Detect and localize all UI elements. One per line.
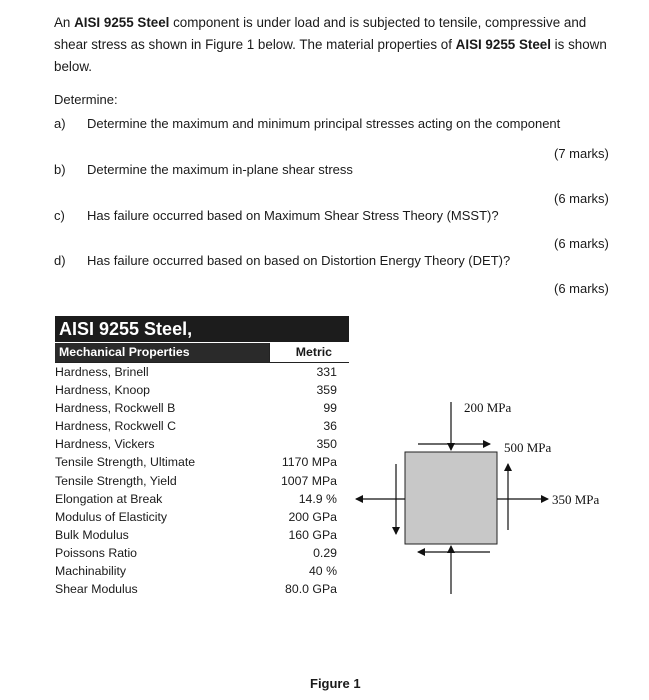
- table-row: [55, 363, 349, 381]
- property-name: Hardness, Vickers: [55, 437, 155, 452]
- table-row: [55, 508, 349, 526]
- table-header: [55, 343, 349, 363]
- stress-diagram-svg: [340, 380, 630, 620]
- property-value: 160 GPa: [288, 527, 337, 542]
- question-text: Determine the maximum and minimum principal stresses acting on the component: [87, 116, 561, 131]
- property-value: 36: [323, 419, 337, 434]
- property-name: Hardness, Knoop: [55, 383, 151, 398]
- property-value: 359: [316, 383, 337, 398]
- question-text: Determine the maximum in-plane shear stress: [87, 162, 353, 177]
- marks-b: (6 marks): [554, 191, 609, 206]
- property-name: Hardness, Rockwell B: [55, 401, 176, 416]
- table-row: [55, 417, 349, 435]
- table-body: [55, 363, 349, 598]
- question-label: d): [54, 253, 66, 268]
- table-row: [55, 490, 349, 508]
- property-name: Hardness, Rockwell C: [55, 419, 176, 434]
- marks-d: (6 marks): [554, 281, 609, 296]
- property-name: Machinability: [55, 564, 127, 579]
- determine-label: Determine:: [54, 92, 118, 107]
- property-value: 0.29: [313, 545, 337, 560]
- material-name-2: AISI 9255 Steel: [455, 37, 551, 52]
- question-label: c): [54, 208, 65, 223]
- property-name: Shear Modulus: [55, 582, 138, 597]
- horizontal-stress-label: 350 MPa: [552, 492, 600, 507]
- question-text: Has failure occurred based on Maximum Shear Stress Theory (MSST)?: [87, 208, 499, 223]
- table-title: AISI 9255 Steel,: [55, 316, 349, 342]
- table-row: [55, 472, 349, 490]
- property-value: 200 GPa: [288, 509, 337, 524]
- table-row: [55, 580, 349, 598]
- property-name: Modulus of Elasticity: [55, 509, 168, 524]
- property-name: Tensile Strength, Ultimate: [55, 455, 196, 470]
- stress-element: [405, 452, 497, 544]
- question-label: a): [54, 116, 66, 131]
- marks-a: (7 marks): [554, 146, 609, 161]
- property-value: 1170 MPa: [281, 455, 337, 470]
- header-property: Mechanical Properties: [55, 343, 269, 362]
- property-value: 331: [316, 365, 337, 379]
- property-value: 1007 MPa: [280, 473, 337, 488]
- material-name: AISI 9255 Steel: [74, 15, 170, 30]
- table-row: [55, 526, 349, 544]
- shear-stress-label: 500 MPa: [504, 440, 552, 455]
- table-row: [55, 381, 349, 399]
- intro-text-3: is shown below.: [54, 37, 607, 74]
- table-row: [55, 399, 349, 417]
- table-row: [55, 453, 349, 471]
- property-name: Bulk Modulus: [55, 527, 129, 542]
- figure-caption: Figure 1: [310, 676, 361, 691]
- property-value: 80.0 GPa: [285, 582, 337, 597]
- question-label: b): [54, 162, 66, 177]
- problem-statement: [54, 12, 620, 78]
- intro-text-1: An: [54, 15, 75, 30]
- question-text: Has failure occurred based on based on Distortion Energy Theory (DET)?: [87, 253, 511, 268]
- intro-text-2: component is under load and is subjected to tensile, compressive and shear stress as shown in Figure 1 below. The material properties of: [54, 15, 587, 52]
- property-value: 99: [323, 401, 337, 416]
- vertical-stress-label: 200 MPa: [464, 400, 512, 415]
- table-row: [55, 562, 349, 580]
- property-name: Hardness, Brinell: [55, 365, 149, 379]
- table-row: [55, 544, 349, 562]
- properties-table: [55, 316, 349, 598]
- table-row: [55, 435, 349, 453]
- property-name: Elongation at Break: [55, 491, 163, 506]
- property-name: Tensile Strength, Yield: [55, 473, 177, 488]
- property-value: 40 %: [308, 564, 337, 579]
- marks-c: (6 marks): [554, 236, 609, 251]
- property-name: Poissons Ratio: [55, 545, 138, 560]
- stress-element-diagram: [340, 380, 630, 620]
- header-metric: Metric: [269, 343, 349, 362]
- property-value: 14.9 %: [298, 491, 337, 506]
- property-value: 350: [316, 437, 337, 452]
